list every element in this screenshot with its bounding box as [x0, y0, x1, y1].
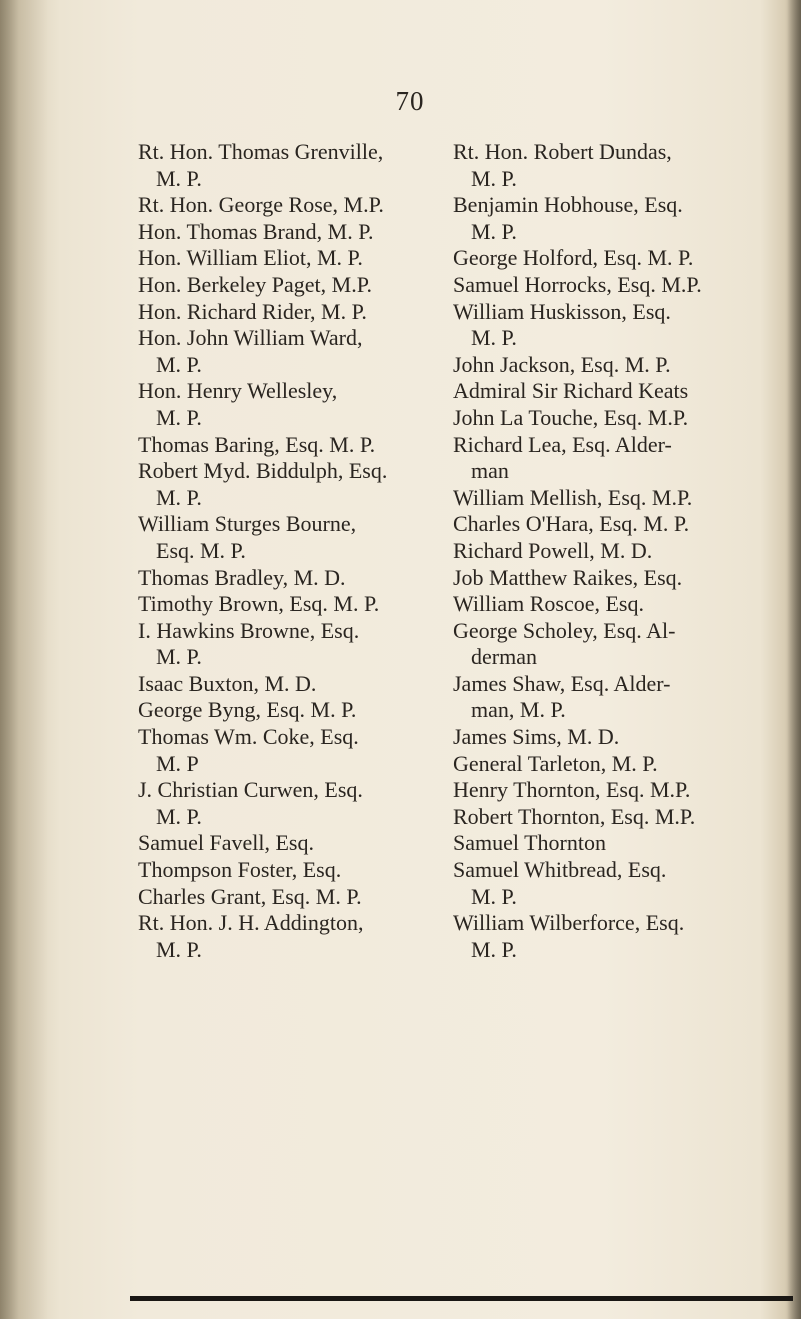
- name-entry-line: M. P.: [156, 484, 202, 510]
- name-entry-line: M. P.: [156, 936, 202, 962]
- name-entry-line: Hon. William Eliot, M. P.: [138, 245, 363, 271]
- name-entry-line: Rt. Hon. J. H. Addington,: [138, 910, 364, 936]
- name-entry-line: George Scholey, Esq. Al-: [453, 617, 676, 643]
- name-entry-line: Rt. Hon. Thomas Grenville,: [138, 139, 384, 164]
- name-entry-line: Timothy Brown, Esq. M. P.: [138, 591, 380, 617]
- name-entry-line: Henry Thornton, Esq. M.P.: [453, 777, 691, 803]
- name-entry-line: Samuel Horrocks, Esq. M.P.: [453, 271, 702, 297]
- page-edge-shadow: [787, 0, 801, 1319]
- name-entry-line: Richard Powell, M. D.: [453, 537, 653, 563]
- name-entry-line: M. P.: [471, 936, 517, 962]
- name-entry-line: General Tarleton, M. P.: [453, 750, 658, 776]
- name-entry-line: Job Matthew Raikes, Esq.: [453, 564, 683, 590]
- name-entry-line: William Sturges Bourne,: [138, 511, 357, 537]
- name-entry-line: M. P.: [156, 165, 202, 191]
- name-entry-line: Charles O'Hara, Esq. M. P.: [453, 511, 690, 537]
- name-entry-line: derman: [471, 644, 537, 670]
- name-entry-line: John La Touche, Esq. M.P.: [453, 404, 689, 430]
- name-entry-line: James Sims, M. D.: [453, 724, 620, 750]
- page-binding-shadow: [0, 0, 48, 1319]
- name-entry-line: Charles Grant, Esq. M. P.: [138, 883, 362, 909]
- name-entry-line: M. P.: [471, 218, 517, 244]
- left-name-column: [138, 139, 438, 963]
- name-entry-line: Hon. Berkeley Paget, M.P.: [138, 271, 373, 297]
- name-entry-line: James Shaw, Esq. Alder-: [453, 670, 671, 696]
- name-entry-line: George Byng, Esq. M. P.: [138, 697, 357, 723]
- name-entry-line: John Jackson, Esq. M. P.: [453, 351, 671, 377]
- page-number: 70: [395, 86, 425, 116]
- name-entry-line: William Roscoe, Esq.: [453, 591, 644, 617]
- name-entry-line: M. P.: [471, 325, 517, 351]
- name-entry-line: Samuel Whitbread, Esq.: [453, 857, 667, 883]
- name-entry-line: M. P.: [471, 165, 517, 191]
- name-entry-line: M. P.: [156, 351, 202, 377]
- name-entry-line: George Holford, Esq. M. P.: [453, 245, 694, 271]
- name-entry-line: Hon. Richard Rider, M. P.: [138, 298, 367, 324]
- name-entry-line: Samuel Thornton: [453, 830, 606, 856]
- name-entry-line: man: [471, 458, 509, 484]
- name-entry-line: M. P.: [156, 803, 202, 829]
- right-name-column: [453, 139, 771, 963]
- name-entry-line: Admiral Sir Richard Keats: [453, 378, 689, 404]
- name-entry-line: Isaac Buxton, M. D.: [138, 670, 317, 696]
- name-entry-line: Richard Lea, Esq. Alder-: [453, 431, 672, 457]
- name-entry-line: Hon. Henry Wellesley,: [138, 378, 338, 404]
- name-entry-line: Robert Thornton, Esq. M.P.: [453, 803, 696, 829]
- name-entry-line: Thompson Foster, Esq.: [138, 857, 342, 883]
- bottom-rule: [130, 1296, 793, 1301]
- name-entry-line: M. P.: [156, 404, 202, 430]
- name-entry-line: Rt. Hon. Robert Dundas,: [453, 139, 672, 164]
- name-entry-line: Thomas Baring, Esq. M. P.: [138, 431, 376, 457]
- name-entry-line: Rt. Hon. George Rose, M.P.: [138, 192, 384, 218]
- name-entry-line: man, M. P.: [471, 697, 566, 723]
- name-entry-line: Samuel Favell, Esq.: [138, 830, 314, 856]
- name-entry-line: M. P: [156, 750, 199, 776]
- name-entry-line: I. Hawkins Browne, Esq.: [138, 617, 360, 643]
- name-entry-line: M. P.: [156, 644, 202, 670]
- name-entry-line: Thomas Bradley, M. D.: [138, 564, 346, 590]
- name-entry-line: Benjamin Hobhouse, Esq.: [453, 192, 683, 218]
- name-entry-line: William Mellish, Esq. M.P.: [453, 484, 693, 510]
- name-entry-line: William Huskisson, Esq.: [453, 298, 671, 324]
- name-entry-line: M. P.: [471, 883, 517, 909]
- name-entry-line: William Wilberforce, Esq.: [453, 910, 685, 936]
- name-entry-line: Esq. M. P.: [156, 537, 246, 563]
- name-entry-line: Robert Myd. Biddulph, Esq.: [138, 458, 388, 484]
- name-entry-line: Thomas Wm. Coke, Esq.: [138, 724, 359, 750]
- name-entry-line: J. Christian Curwen, Esq.: [138, 777, 363, 803]
- name-entry-line: Hon. John William Ward,: [138, 325, 363, 351]
- name-entry-line: Hon. Thomas Brand, M. P.: [138, 218, 374, 244]
